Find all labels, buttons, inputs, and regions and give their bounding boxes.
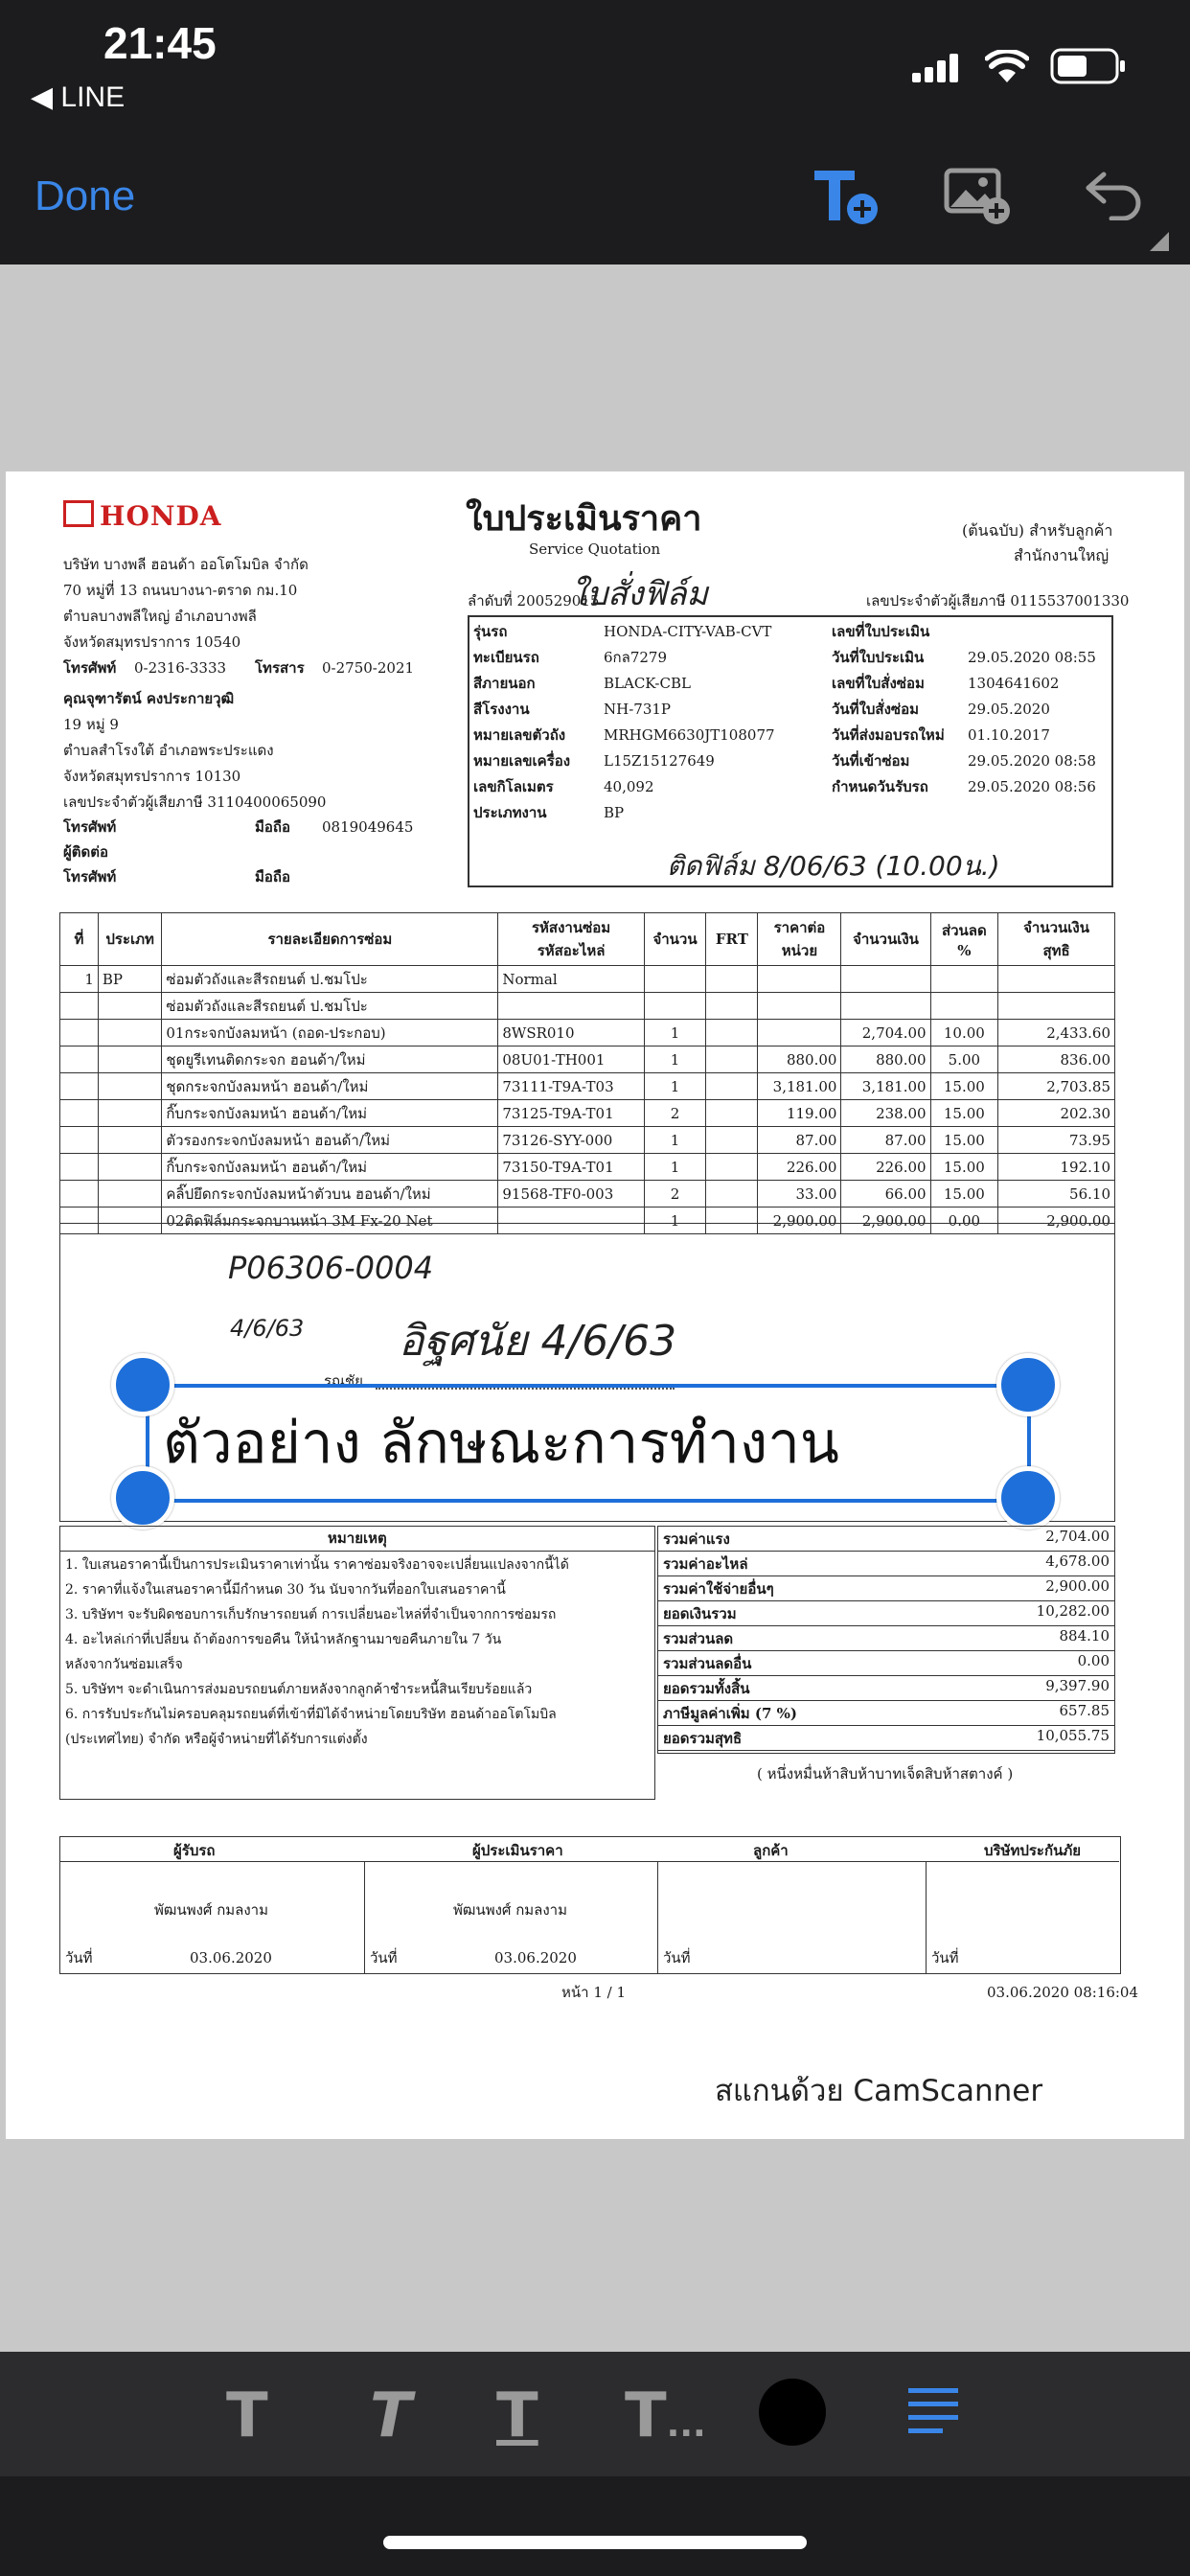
table-cell: 1 (644, 1020, 705, 1046)
signature-cell (59, 1861, 365, 1973)
column-header: รายละเอียดการซ่อม (162, 913, 498, 966)
table-cell: 73126-SYY-000 (498, 1127, 644, 1154)
summary-row (657, 1700, 1115, 1726)
copy-note: (ต้นฉบับ) สำหรับลูกค้า (962, 521, 1113, 540)
signature-date-label: วันที่ (663, 1949, 691, 1966)
add-text-icon[interactable] (811, 165, 880, 226)
summary-label: รวมค่าใช้จ่ายอื่นๆ (663, 1580, 774, 1598)
table-cell (706, 1100, 758, 1127)
summary-label: รวมส่วนลด (663, 1630, 734, 1647)
summary-value: 9,397.90 (1045, 1677, 1110, 1694)
table-cell: ชุดยูรีเทนติดกระจก ฮอนด้า/ใหม่ (162, 1046, 498, 1073)
clock: 21:45 (103, 18, 217, 68)
summary-row (657, 1526, 1115, 1552)
summary-row (657, 1576, 1115, 1601)
summary-label: ภาษีมูลค่าเพิ่ม (7 %) (663, 1705, 797, 1722)
table-cell (706, 993, 758, 1020)
table-cell: 91568-TF0-003 (498, 1181, 644, 1208)
signal-icon (912, 54, 960, 82)
align-icon[interactable] (906, 2384, 960, 2442)
date-values: 29.05.2020 08:55 1304641602 29.05.2020 01.10.2017 29.05.2020 08:58 29.05.2020 08:56 (968, 649, 1096, 795)
signature-name: พัฒนพงศ์ กมลงาม (154, 1901, 268, 1919)
branch-note: สำนักงานใหญ่ (1014, 546, 1110, 564)
table-cell (98, 1046, 162, 1073)
table-cell: 1 (644, 1073, 705, 1100)
table-cell (706, 966, 758, 993)
table-cell: 73125-T9A-T01 (498, 1100, 644, 1127)
document-canvas (0, 264, 1190, 2352)
table-cell: ซ่อมตัวถังและสีรถยนต์ ป.ชมโปะ (162, 993, 498, 1020)
repair-items-table (59, 912, 1115, 1234)
summary-label: รวมค่าแรง (663, 1530, 730, 1548)
table-cell: กิ๊บกระจกบังลมหน้า ฮอนด้า/ใหม่ (162, 1154, 498, 1181)
signature-date-label: วันที่ (65, 1949, 93, 1966)
table-cell: 1 (644, 1208, 705, 1234)
table-row (60, 1127, 1115, 1154)
wifi-icon (985, 50, 1029, 82)
table-cell (98, 1020, 162, 1046)
table-cell: กิ๊บกระจกบังลมหน้า ฮอนด้า/ใหม่ (162, 1100, 498, 1127)
summary-row (657, 1625, 1115, 1651)
table-row (60, 966, 1115, 993)
table-cell: 836.00 (998, 1046, 1115, 1073)
text-bold-icon[interactable]: T (226, 2380, 268, 2451)
vehicle-values: HONDA-CITY-VAB-CVT 6กล7279 BLACK-CBL NH-731P MRHGM6630JT108077 L15Z15127649 40,092 BP (604, 623, 775, 821)
table-cell: 01กระจกบังลมหน้า (ถอด-ประกอบ) (162, 1020, 498, 1046)
table-cell (706, 1181, 758, 1208)
camscanner-watermark: สแกนด้วย CamScanner (715, 2074, 1043, 2108)
amount-in-words: ( หนึ่งหมื่นห้าสิบห้าบาทเจ็ดสิบห้าสตางค์ ) (757, 1765, 1014, 1782)
summary-value: 0.00 (1077, 1652, 1110, 1669)
table-cell: 119.00 (758, 1100, 841, 1127)
handwritten-order-note: ใบสั่งฟิล์ม (571, 575, 708, 613)
table-cell (60, 1020, 99, 1046)
table-row (60, 1073, 1115, 1100)
editor-toolbar (0, 126, 1190, 264)
customer-address: คุณจุฑารัตน์ คงประกายวุฒิ 19 หมู่ 9 ตำบลสำโรงใต้ อำเภอพระประแดง จังหวัดสมุทรปราการ 10130 เลขประจำตัวผู้เสียภาษี 3110400065090 (63, 690, 327, 811)
table-cell (758, 966, 841, 993)
table-cell: 8WSR010 (498, 1020, 644, 1046)
table-cell: 2,900.00 (758, 1208, 841, 1234)
resize-handle-top-left[interactable] (111, 1353, 174, 1416)
resize-handle-bottom-left[interactable] (111, 1466, 174, 1530)
table-cell: 1 (644, 1046, 705, 1073)
table-cell (998, 993, 1115, 1020)
table-cell: 2,703.85 (998, 1073, 1115, 1100)
company-phone: 0-2316-3333 (134, 659, 227, 677)
table-cell (60, 1073, 99, 1100)
summary-value: 657.85 (1059, 1702, 1110, 1719)
status-bar (0, 0, 1190, 126)
column-header: ราคาต่อ หน่วย (758, 913, 841, 966)
table-cell (706, 1020, 758, 1046)
company-phone-label: โทรศัพท์ (63, 659, 117, 677)
summary-row (657, 1600, 1115, 1626)
table-cell: 2,900.00 (998, 1208, 1115, 1234)
table-cell: 1 (644, 1127, 705, 1154)
table-cell: 0.00 (930, 1208, 998, 1234)
table-cell: 880.00 (758, 1046, 841, 1073)
table-cell (706, 1154, 758, 1181)
contact-phone-label: โทรศัพท์ (63, 868, 117, 886)
column-header: ที่ (60, 913, 99, 966)
signature-title: ลูกค้า (753, 1842, 789, 1859)
table-cell: 15.00 (930, 1100, 998, 1127)
overlay-text[interactable]: ตัวอย่าง ลักษณะการทำงาน (163, 1410, 839, 1477)
table-cell: 238.00 (841, 1100, 930, 1127)
table-cell: 202.30 (998, 1100, 1115, 1127)
add-image-icon[interactable] (943, 165, 1012, 226)
table-row (60, 1154, 1115, 1181)
company-fax: 0-2750-2021 (322, 659, 415, 677)
customer-mobile-label: มือถือ (255, 818, 290, 836)
table-cell: 880.00 (841, 1046, 930, 1073)
table-cell: 226.00 (841, 1154, 930, 1181)
table-cell: 15.00 (930, 1073, 998, 1100)
signature-cell (364, 1861, 658, 1973)
table-cell: 56.10 (998, 1181, 1115, 1208)
home-indicator-bar (0, 2476, 1190, 2576)
table-cell (644, 966, 705, 993)
customer-mobile: 0819049645 (322, 818, 414, 836)
table-cell: 2,900.00 (841, 1208, 930, 1234)
table-cell: 87.00 (841, 1127, 930, 1154)
table-cell (644, 993, 705, 1020)
signature-date-label: วันที่ (931, 1949, 959, 1966)
table-cell: 73150-T9A-T01 (498, 1154, 644, 1181)
table-cell: ซ่อมตัวถังและสีรถยนต์ ป.ชมโปะ (162, 966, 498, 993)
back-to-app-link[interactable]: ◀ LINE (31, 81, 126, 113)
column-header: จำนวนเงิน สุทธิ (998, 913, 1115, 966)
table-cell: คลิ๊ปยึดกระจกบังลมหน้าตัวบน ฮอนด้า/ใหม่ (162, 1181, 498, 1208)
table-cell (930, 966, 998, 993)
table-cell: 5.00 (930, 1046, 998, 1073)
table-cell (841, 993, 930, 1020)
table-cell: 2,433.60 (998, 1020, 1115, 1046)
table-header-row (60, 913, 1115, 966)
signature-title: ผู้ประเมินราคา (472, 1842, 563, 1859)
table-cell (60, 1100, 99, 1127)
done-button[interactable]: Done (34, 172, 136, 219)
table-cell: 15.00 (930, 1127, 998, 1154)
table-cell: 10.00 (930, 1020, 998, 1046)
table-cell: 1 (644, 1154, 705, 1181)
remarks-list: 1. ใบเสนอราคานี้เป็นการประเมินราคาเท่านั้น ราคาซ่อมจริงอาจจะเปลี่ยนแปลงจากนี้ได้ 2. ราคาที่แจ้งในเสนอราคานี้มีกำหนด 30 วัน นับจากวันที่ออกใบเสนอราคานี้ 3. บริษัทฯ จะรับผิดชอบการเก็บรักษารถยนต์ การเปลี่ยนอะไหล่ที่จำเป็นจากการซ่อมรถ 4. อะไหล่เก่าที่เปลี่ยน ถ้าต้องการขอคืน ให้นำหลักฐานมาขอคืนภายใน 7 วัน หลังจากวันซ่อมเสร็จ 5. บริษัทฯ จะดำเนินการส่งมอบรถยนต์ภายหลังจากลูกค้าชำระหนี้สินเรียบร้อยแล้ว 6. การรับประกันไม่ครอบคลุมรถยนต์ที่เข้าที่มิได้จำหน่ายโดยบริษัท ฮอนด้าออโตโมบิล (ประเทศไทย) จำกัด หรือผู้จำหน่ายที่ได้รับการแต่งตั้ง (65, 1557, 569, 1747)
summary-value: 884.10 (1059, 1627, 1110, 1644)
table-cell (98, 993, 162, 1020)
signature-title: ผู้รับรถ (173, 1842, 216, 1859)
table-cell: 226.00 (758, 1154, 841, 1181)
color-swatch-icon[interactable] (759, 2379, 826, 2446)
order-number: ลำดับที่ 200529015 (468, 592, 600, 610)
table-cell (706, 1073, 758, 1100)
column-header: ประเภท (98, 913, 162, 966)
summary-label: ยอดเงินรวม (663, 1605, 737, 1622)
table-row (60, 1020, 1115, 1046)
handwritten-film-note: ติดฟิล์ม 8/06/63 (10.00น.) (667, 850, 1000, 882)
signature-title: บริษัทประกันภัย (984, 1842, 1082, 1859)
signer-name: รณชัย (324, 1372, 363, 1390)
column-header: FRT (706, 913, 758, 966)
table-cell (706, 1046, 758, 1073)
table-row (60, 1046, 1115, 1073)
table-cell: 192.10 (998, 1154, 1115, 1181)
table-cell: 02ติดฟิล์มกระจกบานหน้า 3M Fx-20 Net (162, 1208, 498, 1234)
customer-phone-label: โทรศัพท์ (63, 818, 117, 836)
summary-label: รวมส่วนลดอื่น (663, 1655, 752, 1672)
table-cell: 1 (60, 966, 99, 993)
table-cell (758, 1020, 841, 1046)
table-cell: 87.00 (758, 1127, 841, 1154)
column-header: จำนวนเงิน (841, 913, 930, 966)
table-cell (98, 1127, 162, 1154)
table-cell: 73.95 (998, 1127, 1115, 1154)
remarks-divider (59, 1551, 655, 1552)
summary-row (657, 1725, 1115, 1751)
handwritten-date: 4/6/63 (230, 1315, 305, 1342)
table-cell: ชุดกระจกบังลมหน้า ฮอนด้า/ใหม่ (162, 1073, 498, 1100)
signature-cell (926, 1861, 1119, 1973)
signature-date: 03.06.2020 (190, 1949, 272, 1966)
table-cell (930, 993, 998, 1020)
remarks-title: หมายเหตุ (328, 1530, 387, 1547)
handwritten-signature: อิฐศนัย 4/6/63 (399, 1317, 677, 1366)
table-cell (60, 1154, 99, 1181)
table-row (60, 1181, 1115, 1208)
summary-label: ยอดรวมสุทธิ (663, 1730, 743, 1747)
vehicle-labels: รุ่นรถ ทะเบียนรถ สีภายนอก สีโรงงาน หมายเลขตัวถัง หมายเลขเครื่อง เลขกิโลเมตร ประเภทงาน (473, 623, 571, 821)
table-row (60, 1100, 1115, 1127)
summary-value: 10,282.00 (1036, 1602, 1110, 1620)
summary-row (657, 1551, 1115, 1576)
summary-value: 2,704.00 (1045, 1528, 1110, 1545)
table-cell: BP (98, 966, 162, 993)
table-cell (60, 993, 99, 1020)
summary-value: 2,900.00 (1045, 1577, 1110, 1595)
table-cell (498, 993, 644, 1020)
table-cell: 3,181.00 (841, 1073, 930, 1100)
summary-value: 4,678.00 (1045, 1552, 1110, 1570)
contact-mobile-label: มือถือ (255, 868, 290, 886)
signature-name: พัฒนพงศ์ กมลงาม (453, 1901, 567, 1919)
company-tax-id: เลขประจำตัวผู้เสียภาษี 0115537001330 (866, 592, 1130, 610)
summary-row (657, 1675, 1115, 1701)
table-cell (60, 1127, 99, 1154)
honda-wing-icon (63, 500, 94, 527)
column-header: รหัสงานซ่อม รหัสอะไหล่ (498, 913, 644, 966)
contact-label: ผู้ติดต่อ (63, 843, 109, 861)
table-cell: ตัวรองกระจกบังลมหน้า ฮอนด้า/ใหม่ (162, 1127, 498, 1154)
undo-icon[interactable] (1083, 169, 1144, 220)
table-cell (60, 1046, 99, 1073)
table-row (60, 993, 1115, 1020)
date-labels: เลขที่ใบประเมิน วันที่ใบประเมิน เลขที่ใบสั่งซ่อม วันที่ใบสั่งซ่อม วันที่ส่งมอบรถใหม่ วันที่เข้าซ่อม กำหนดวันรับรถ (832, 623, 945, 795)
text-italic-icon[interactable]: T (370, 2380, 412, 2451)
table-cell: 08U01-TH001 (498, 1046, 644, 1073)
table-cell: Normal (498, 966, 644, 993)
page-number: หน้า 1 / 1 (561, 1984, 627, 2001)
company-address: บริษัท บางพลี ฮอนด้า ออโตโมบิล จำกัด 70 หมู่ที่ 13 ถนนบางนา-ตราด กม.10 ตำบลบางพลีใหญ่ อำเภอบางพลี จังหวัดสมุทรปราการ 10540 (63, 556, 309, 651)
table-cell (998, 966, 1115, 993)
column-header: จำนวน (644, 913, 705, 966)
document-subtitle: Service Quotation (529, 540, 661, 558)
table-cell: 15.00 (930, 1154, 998, 1181)
printed-timestamp: 03.06.2020 08:16:04 (987, 1984, 1139, 2001)
battery-icon (1050, 48, 1127, 84)
table-cell (98, 1154, 162, 1181)
signature-date-label: วันที่ (370, 1949, 398, 1966)
summary-label: รวมค่าอะไหล่ (663, 1555, 748, 1573)
table-cell: 33.00 (758, 1181, 841, 1208)
home-indicator[interactable] (383, 2536, 807, 2549)
resize-handle-top-right[interactable] (996, 1353, 1060, 1416)
summary-value: 10,055.75 (1036, 1727, 1110, 1744)
summary-label: ยอดรวมทั้งสิ้น (663, 1680, 750, 1697)
table-cell (706, 1127, 758, 1154)
table-cell: 2 (644, 1100, 705, 1127)
table-cell (841, 966, 930, 993)
scanned-document[interactable] (6, 472, 1184, 2139)
text-format-bar (0, 2352, 1190, 2476)
table-cell: 15.00 (930, 1181, 998, 1208)
honda-logo: HONDA (63, 500, 221, 532)
table-cell (758, 993, 841, 1020)
signature-cell (657, 1861, 927, 1973)
text-underline-icon[interactable]: T (496, 2380, 538, 2451)
company-fax-label: โทรสาร (255, 659, 305, 677)
table-cell: 3,181.00 (758, 1073, 841, 1100)
signature-date: 03.06.2020 (494, 1949, 577, 1966)
column-header: ส่วนลด % (930, 913, 998, 966)
table-cell (98, 1181, 162, 1208)
table-cell (60, 1181, 99, 1208)
resize-handle-bottom-right[interactable] (996, 1466, 1060, 1530)
handwritten-code: P06306-0004 (228, 1250, 434, 1286)
summary-row (657, 1650, 1115, 1676)
text-more-icon[interactable]: T... (625, 2380, 706, 2451)
table-cell (98, 1073, 162, 1100)
corner-resize-icon (1150, 232, 1169, 251)
table-cell: 73111-T9A-T03 (498, 1073, 644, 1100)
table-cell: 2,704.00 (841, 1020, 930, 1046)
table-cell (98, 1100, 162, 1127)
document-title: ใบประเมินราคา (466, 498, 702, 539)
table-cell: 66.00 (841, 1181, 930, 1208)
table-cell: 2 (644, 1181, 705, 1208)
